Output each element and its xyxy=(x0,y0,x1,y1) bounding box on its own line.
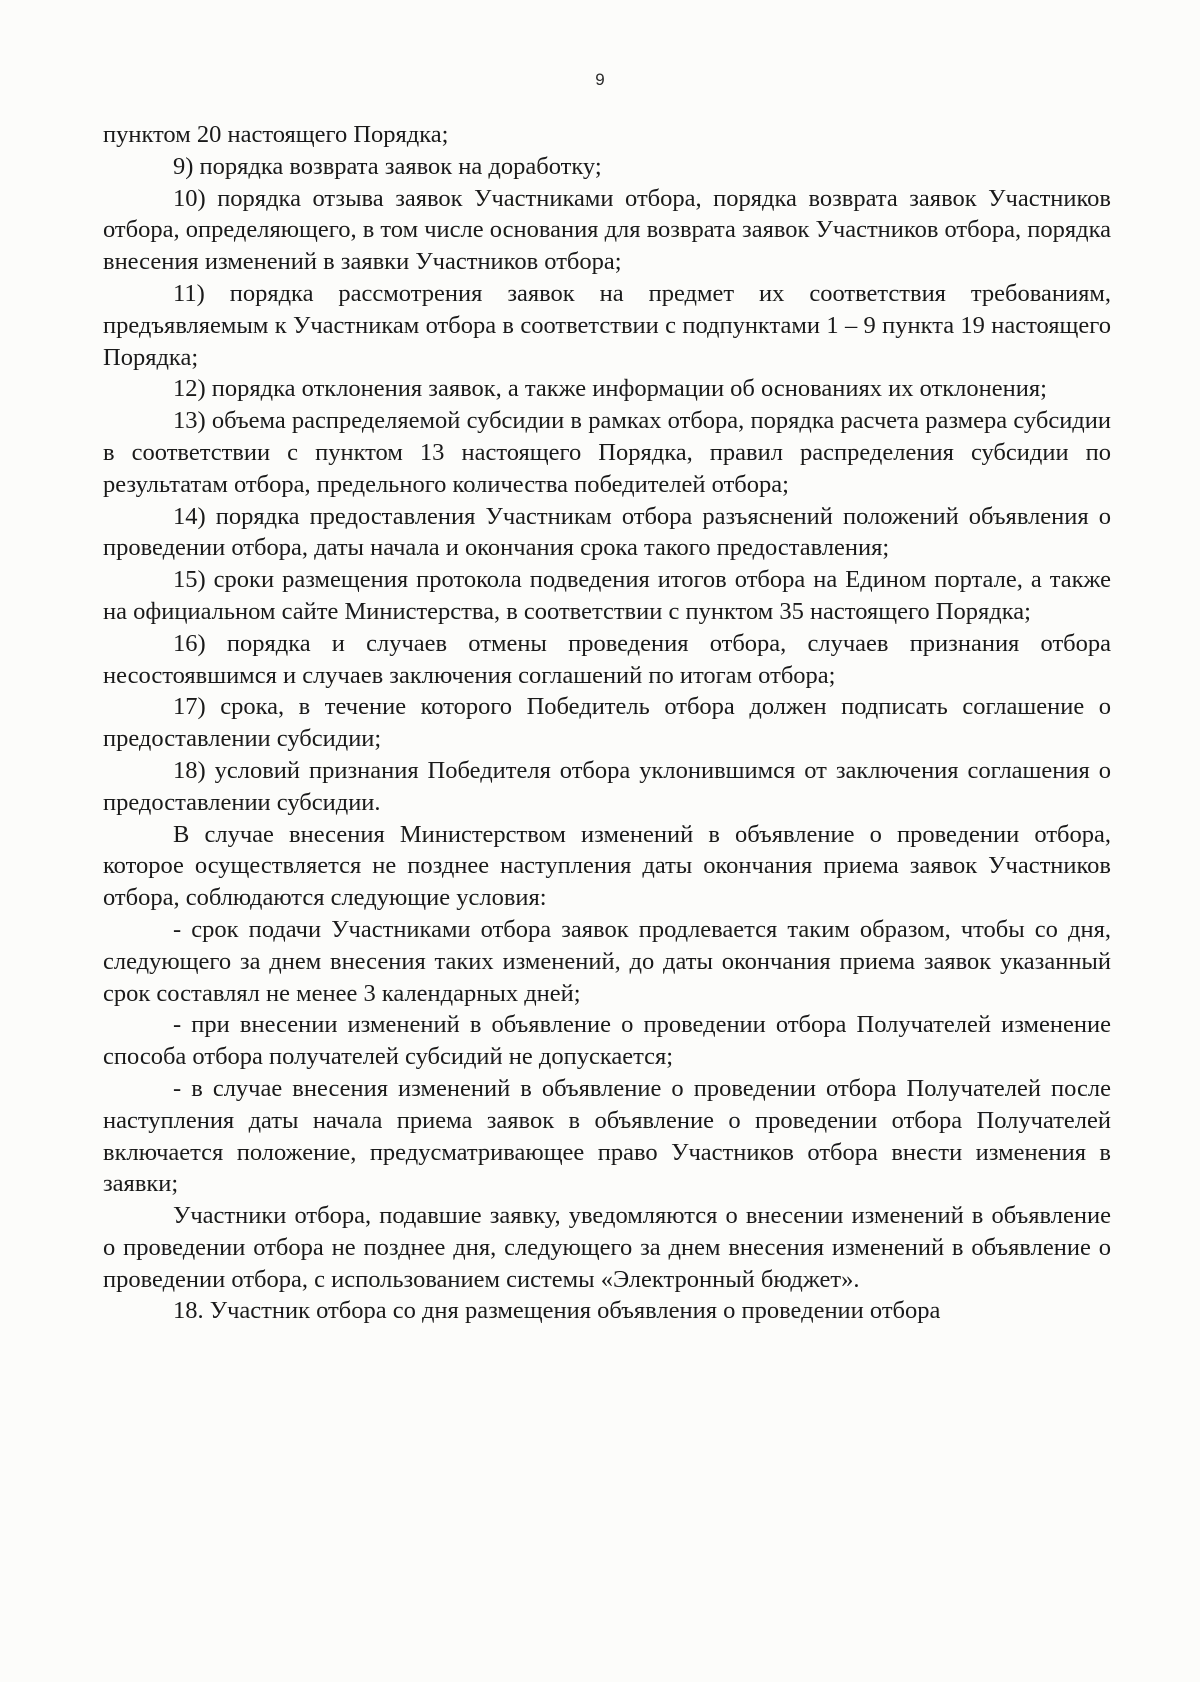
bullet-deadline-extension: - срок подачи Участниками отбора заявок продлевается таким образом, чтобы со дня, следующего за днем внесения таких изменений, до даты окончания приема заявок указанный срок составлял не менее 3 календарных дней; xyxy=(103,915,1111,1007)
list-item-10: 10) порядка отзыва заявок Участниками отбора, порядка возврата заявок Участников отбора, определяющего, в том числе основания для возврата заявок Участников отбора, порядка внесения изменений в заявки Участников отбора; xyxy=(103,184,1111,276)
list-item-12: 12) порядка отклонения заявок, а также информации об основаниях их отклонения; xyxy=(173,375,1047,403)
list-item-9: 9) порядка возврата заявок на доработку; xyxy=(173,152,602,180)
list-item-15: 15) сроки размещения протокола подведения итогов отбора на Едином портале, а также на официальном сайте Министерства, в соответствии с пунктом 35 настоящего Порядка; xyxy=(103,566,1111,625)
page-number: 9 xyxy=(595,70,605,89)
bullet-method-unchanged: - при внесении изменений в объявление о проведении отбора Получателей изменение способа отбора получателей субсидий не допускается; xyxy=(103,1011,1111,1071)
paragraph-continuation: пунктом 20 настоящего Порядка; xyxy=(103,121,449,148)
document-body xyxy=(103,119,1111,1327)
list-item-14: 14) порядка предоставления Участникам отбора разъяснений положений объявления о проведении отбора, даты начала и окончания срока такого предоставления; xyxy=(103,502,1111,562)
list-item-18: 18) условий признания Победителя отбора уклонившимся от заключения соглашения о предоставлении субсидии. xyxy=(103,756,1111,816)
paragraph-item-18: 18. Участник отбора со дня размещения объявления о проведении отбора xyxy=(173,1297,941,1325)
list-item-11: 11) порядка рассмотрения заявок на предмет их соответствия требованиям, предъявляемым к Участникам отбора в соответствии с подпунктами 1 – 9 пункта 19 настоящего Порядка; xyxy=(103,279,1111,371)
list-item-16: 16) порядка и случаев отмены проведения отбора, случаев признания отбора несостоявшимся и случаев заключения соглашений по итогам отбора; xyxy=(103,629,1111,689)
paragraph-notification: Участники отбора, подавшие заявку, уведомляются о внесении изменений в объявление о проведении отбора не позднее дня, следующего за днем внесения изменений в объявление о проведении отбора, с использованием системы «Электронный бюджет». xyxy=(103,1202,1111,1293)
list-item-17: 17) срока, в течение которого Победитель отбора должен подписать соглашение о предоставлении субсидии; xyxy=(103,693,1111,753)
list-item-13: 13) объема распределяемой субсидии в рамках отбора, порядка расчета размера субсидии в соответствии с пунктом 13 настоящего Порядка, правил распределения субсидии по результатам отбора, предельного количества победителей отбора; xyxy=(103,407,1111,498)
bullet-right-to-amend: - в случае внесения изменений в объявление о проведении отбора Получателей после наступления даты начала приема заявок в объявление о проведении отбора Получателей включается положение, предусматривающее право Участников отбора внести изменения в заявки; xyxy=(103,1074,1111,1198)
paragraph-changes-intro: В случае внесения Министерством изменений в объявление о проведении отбора, которое осуществляется не позднее наступления даты окончания приема заявок Участников отбора, соблюдаются следующие условия: xyxy=(103,820,1111,912)
